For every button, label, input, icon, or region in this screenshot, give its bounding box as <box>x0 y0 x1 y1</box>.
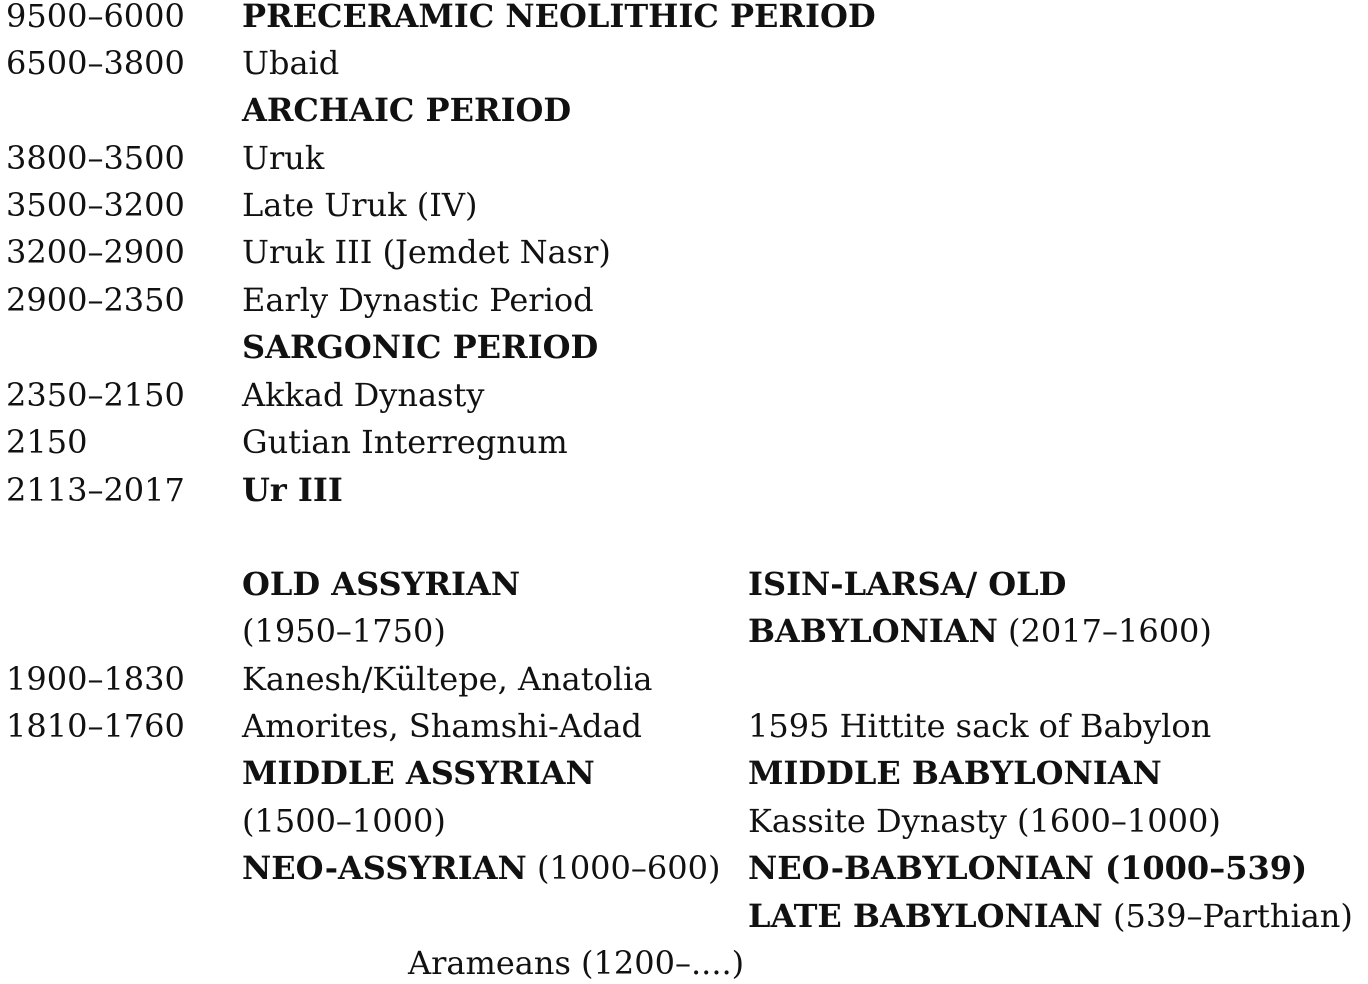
late-babylonian-line <box>748 896 1353 936</box>
period-late-uruk: Late Uruk (IV) <box>242 186 478 224</box>
date-ubaid: 6500–3800 <box>6 44 185 82</box>
period-uruk: Uruk <box>242 139 325 177</box>
period-uruk-iii: Uruk III (Jemdet Nasr) <box>242 233 611 271</box>
neo-assyrian-line <box>242 848 720 888</box>
event-hittite-sack: 1595 Hittite sack of Babylon <box>748 707 1212 745</box>
period-preceramic: PRECERAMIC NEOLITHIC PERIOD <box>242 0 876 35</box>
heading-late-babylonian: LATE BABYLONIAN <box>748 897 1103 935</box>
range-middle-assyrian: (1500–1000) <box>242 802 446 840</box>
date-early-dynastic: 2900–2350 <box>6 281 185 319</box>
date-amorites: 1810–1760 <box>6 707 185 745</box>
date-gutian: 2150 <box>6 423 88 461</box>
period-gutian: Gutian Interregnum <box>242 423 568 461</box>
heading-old-assyrian: OLD ASSYRIAN <box>242 565 521 603</box>
heading-neo-babylonian: NEO-BABYLONIAN (1000–539) <box>748 849 1308 887</box>
range-old-babylonian: (2017–1600) <box>1008 612 1212 650</box>
date-akkad: 2350–2150 <box>6 376 185 414</box>
period-kassite: Kassite Dynasty (1600–1000) <box>748 802 1221 840</box>
heading-middle-assyrian: MIDDLE ASSYRIAN <box>242 754 595 792</box>
period-akkad: Akkad Dynasty <box>242 376 485 414</box>
period-amorites: Amorites, Shamshi-Adad <box>242 707 642 745</box>
heading-archaic-period: ARCHAIC PERIOD <box>242 91 572 129</box>
heading-neo-assyrian: NEO-ASSYRIAN <box>242 849 527 887</box>
heading-isin-larsa: ISIN-LARSA/ OLD <box>748 565 1067 603</box>
period-early-dynastic: Early Dynastic Period <box>242 281 594 319</box>
date-uruk-iii: 3200–2900 <box>6 233 185 271</box>
range-late-babylonian: (539–Parthian) <box>1112 897 1353 935</box>
heading-sargonic-period: SARGONIC PERIOD <box>242 328 599 366</box>
date-late-uruk: 3500–3200 <box>6 186 185 224</box>
heading-middle-babylonian: MIDDLE BABYLONIAN <box>748 754 1162 792</box>
heading-old-babylonian: BABYLONIAN <box>748 612 998 650</box>
period-kanesh: Kanesh/Kültepe, Anatolia <box>242 660 653 698</box>
range-neo-assyrian: (1000–600) <box>536 849 721 887</box>
date-ur-iii: 2113–2017 <box>6 471 185 509</box>
period-ubaid: Ubaid <box>242 44 340 82</box>
period-arameans: Arameans (1200–....) <box>408 944 745 982</box>
range-old-assyrian: (1950–1750) <box>242 612 446 650</box>
date-preceramic: 9500–6000 <box>6 0 185 35</box>
date-uruk: 3800–3500 <box>6 139 185 177</box>
old-babylonian-line <box>748 611 1212 651</box>
period-ur-iii: Ur III <box>242 471 343 509</box>
date-kanesh: 1900–1830 <box>6 660 185 698</box>
